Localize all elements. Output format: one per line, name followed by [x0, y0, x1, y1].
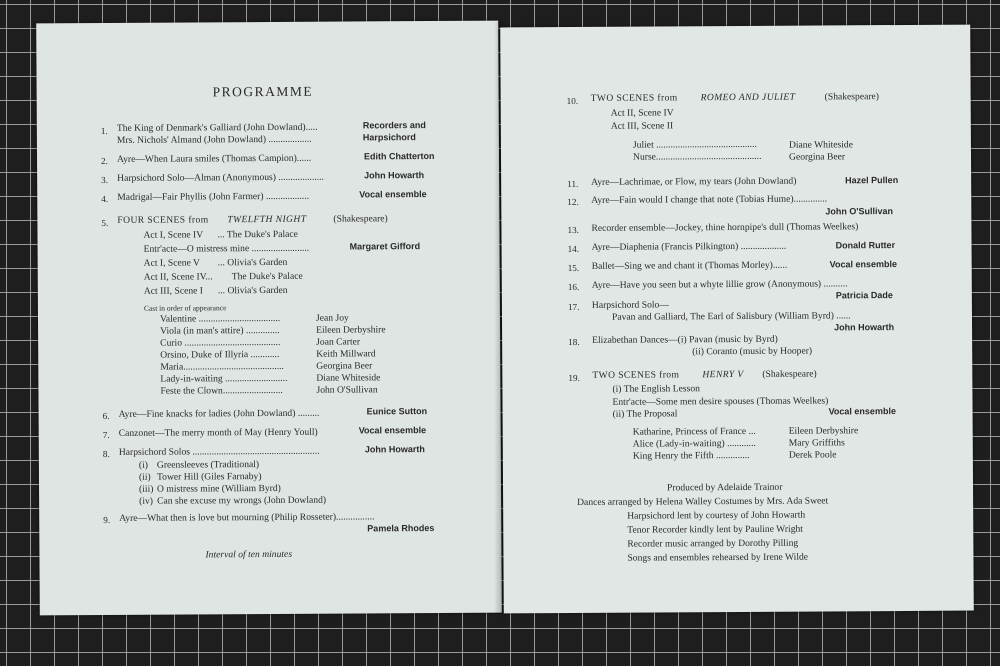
cast-actor: Joan Carter — [316, 336, 361, 348]
piece-title: Can she excuse my wrongs (John Dowland) — [157, 494, 327, 507]
playwright: (Shakespeare) — [762, 368, 817, 380]
page-title: PROGRAMME — [212, 83, 314, 100]
performer: John Howarth — [834, 322, 895, 333]
right-page — [500, 25, 974, 614]
scene: Act III, Scene I — [143, 285, 204, 297]
item-text: Canzonet—The merry month of May (Henry Youll) — [118, 426, 318, 439]
scene: (ii) The Proposal — [612, 408, 678, 420]
item-number: 16. — [567, 281, 580, 293]
cast-actor: Eileen Derbyshire — [788, 425, 859, 437]
scene-heading: TWO SCENES from — [590, 92, 678, 104]
item-text: Ayre—When Laura smiles (Thomas Campion)...... — [116, 152, 312, 165]
item-number: 6. — [102, 410, 110, 422]
item-text: Ayre—Lachrimae, or Flow, my tears (John Dowland) — [591, 175, 797, 188]
piece-title: Tower Hill (Giles Farnaby) — [156, 471, 262, 483]
item-number: 2. — [101, 155, 108, 167]
item-number: 13. — [567, 224, 579, 236]
play-title: TWELFTH NIGHT — [227, 213, 307, 226]
cast-role: King Henry the Fifth .............. — [632, 449, 750, 462]
item-number: 18. — [568, 336, 580, 348]
credit-line: Songs and ensembles rehearsed by Irene Wilde — [627, 551, 809, 564]
item-text: Ayre—Fine knacks for ladies (John Dowland) ......... — [118, 407, 320, 420]
performer: Patricia Dade — [835, 290, 893, 301]
item-number: 15. — [567, 262, 580, 274]
item-number: 7. — [102, 429, 110, 441]
cast-role: Viola (in man's attire) .............. — [160, 324, 280, 337]
item-number: 4. — [101, 193, 109, 205]
play-title: ROMEO AND JULIET — [700, 91, 796, 104]
item-text: The King of Denmark's Galliard (John Dowland)..... — [116, 121, 318, 134]
item-number: 19. — [568, 372, 580, 384]
item-text: Ayre—Fain would I change that note (Tobias Hume).............. — [591, 193, 828, 206]
scene-place: ... The Duke's Palace — [217, 228, 298, 241]
item-number: 14. — [567, 243, 580, 255]
credit-line: Produced by Adelaide Trainor — [666, 481, 783, 494]
cast-actor: Georgina Beer — [316, 360, 373, 372]
scene-place: ... Olivia's Garden — [217, 256, 288, 269]
credit-line: Harpsichord lent by courtesy of John Howarth — [627, 509, 806, 522]
item-number: 5. — [101, 217, 109, 229]
performer: John Howarth — [364, 170, 425, 181]
item-text: Madrigal—Fair Phyllis (John Farmer) .................. — [117, 190, 310, 203]
item-text: Harpsichord Solos ..................................................... — [118, 445, 320, 458]
play-title: HENRY V — [702, 368, 744, 381]
performer: Recorders and — [362, 120, 426, 131]
scene-place: The Duke's Palace — [231, 270, 303, 283]
piece-number: (iv) — [139, 495, 154, 507]
piece-number: (i) — [138, 459, 148, 471]
item-number: 3. — [101, 174, 109, 186]
scene: (i) The English Lesson — [612, 383, 700, 395]
item-number: 17. — [567, 301, 580, 313]
entracte: Entr'acte—Some men desire spouses (Thomas Weelkes) — [612, 395, 829, 408]
cast-role: Curio ........................................ — [160, 336, 281, 349]
item-text: Harpsichord Solo— — [591, 299, 669, 311]
item-text: (ii) Coranto (music by Hooper) — [692, 345, 813, 358]
item-number: 8. — [102, 448, 110, 460]
piece-title: O mistress mine (William Byrd) — [157, 482, 281, 495]
cast-actor: Mary Griffiths — [788, 437, 845, 449]
item-text: Elizabethan Dances—(i) Pavan (music by Byrd) — [592, 333, 778, 346]
performer: Vocal ensemble — [829, 259, 898, 270]
cast-role: Lady-in-waiting .......................... — [160, 372, 288, 385]
cast-role: Valentine .................................. — [159, 312, 281, 325]
performer: Edith Chatterton — [363, 150, 435, 162]
item-number: 10. — [566, 95, 579, 107]
cast-actor: Diane Whiteside — [788, 139, 854, 151]
cast-actor: Keith Millward — [316, 348, 376, 360]
performer: Hazel Pullen — [845, 175, 899, 186]
item-number: 9. — [103, 514, 111, 526]
performer: Vocal ensemble — [358, 425, 427, 436]
piece-title: Greensleeves (Traditional) — [156, 459, 260, 471]
item-text: Harpsichord Solo—Alman (Anonymous) ................... — [117, 171, 324, 184]
performer: Pamela Rhodes — [367, 522, 435, 534]
credit-line: Recorder music arranged by Dorothy Pilling — [627, 537, 799, 550]
playwright: (Shakespeare) — [333, 213, 388, 225]
piece-number: (ii) — [138, 471, 151, 483]
performer: Donald Rutter — [835, 240, 896, 251]
scene-heading: FOUR SCENES from — [117, 214, 209, 226]
playwright: (Shakespeare) — [824, 91, 880, 103]
cast-role: Orsino, Duke of Illyria ............ — [160, 348, 280, 361]
item-number: 11. — [567, 178, 579, 190]
scene: Act II, Scene IV... — [143, 271, 213, 283]
item-text: Ballet—Sing we and chant it (Thomas Morley)...... — [591, 259, 788, 272]
item-text: Pavan and Galliard, The Earl of Salisbury (William Byrd) ...... — [611, 310, 851, 323]
cast-actor: Georgina Beer — [788, 151, 846, 163]
left-page — [36, 21, 502, 616]
item-text: Recorder ensemble—Jockey, thine hornpipe's dull (Thomas Weelkes) — [591, 221, 859, 234]
cast-actor: Jean Joy — [315, 312, 349, 324]
cast-role: Alice (Lady-in-waiting) ............ — [632, 437, 756, 450]
cast-role: Maria.......................................... — [160, 360, 284, 373]
cast-role: Katharine, Princess of France ... — [632, 425, 756, 438]
cast-role: Nurse............................................ — [632, 150, 762, 163]
item-text: Ayre—Diaphenia (Francis Pilkington) ................... — [591, 240, 787, 253]
piece-number: (iii) — [139, 483, 154, 495]
item-number: 1. — [100, 125, 108, 137]
performer: Margaret Gifford — [349, 241, 421, 252]
performer: Vocal ensemble — [359, 189, 427, 200]
item-text: Ayre—What then is love but mourning (Philip Rosseter)................ — [119, 511, 375, 524]
item-number: 12. — [567, 196, 579, 208]
performer: John O'Sullivan — [825, 206, 894, 217]
cast-actor: Eileen Derbyshire — [316, 324, 386, 336]
item-text: Ayre—Have you seen but a whyte lillie grow (Anonymous) .......... — [591, 278, 848, 291]
cast-actor: Derek Poole — [788, 449, 837, 461]
credit-line: Tenor Recorder kindly lent by Pauline Wright — [627, 523, 804, 536]
scene: Act II, Scene IV — [610, 107, 674, 119]
credit-line: Dances arranged by Helena Walley Costumes by Mrs. Ada Sweet — [577, 495, 829, 508]
performer: Eunice Sutton — [366, 406, 428, 417]
performer: John Howarth — [364, 444, 425, 455]
scene: Act I, Scene IV — [143, 229, 204, 241]
cast-actor: John O'Sullivan — [316, 384, 378, 396]
entracte: Entr'acte—O mistress mine ........................ — [143, 242, 310, 255]
performer: Vocal ensemble — [828, 406, 896, 417]
item-text: Mrs. Nichols' Almand (John Dowland) .................. — [116, 133, 312, 146]
scene-place: ... Olivia's Garden — [217, 284, 288, 297]
cast-role: Feste the Clown......................... — [160, 384, 283, 397]
interval-note: Interval of ten minutes — [205, 548, 293, 561]
cast-heading: Cast in order of appearance — [143, 303, 227, 313]
performer: Harpsichord — [362, 132, 416, 143]
scene-heading: TWO SCENES from — [592, 369, 680, 381]
cast-role: Juliet .......................................... — [632, 138, 757, 151]
scene: Act I, Scene V — [143, 257, 201, 269]
scene: Act III, Scene II — [610, 120, 674, 132]
cast-actor: Diane Whiteside — [316, 372, 381, 384]
